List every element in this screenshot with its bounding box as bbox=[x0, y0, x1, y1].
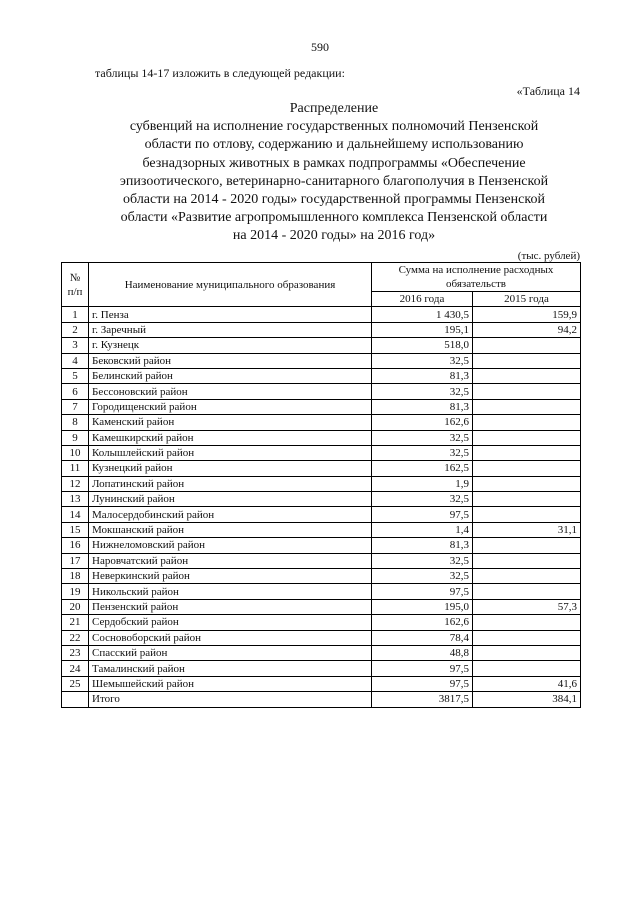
row-name: Городищенский район bbox=[89, 399, 372, 414]
table-reference: «Таблица 14 bbox=[516, 84, 580, 98]
row-value-2015 bbox=[473, 538, 581, 553]
row-number: 10 bbox=[62, 445, 89, 460]
row-value-2015 bbox=[473, 445, 581, 460]
table-row bbox=[62, 445, 581, 460]
title-line: эпизоотического, ветеринарно-санитарного благополучия в Пензенской bbox=[119, 173, 549, 189]
page-number: 590 bbox=[311, 40, 329, 54]
table-row bbox=[62, 307, 581, 322]
row-name: Спасский район bbox=[89, 645, 372, 660]
table-row bbox=[62, 599, 581, 614]
header-name: Наименование муниципального образования bbox=[89, 263, 372, 307]
row-value-2015 bbox=[473, 630, 581, 645]
row-name: Итого bbox=[89, 692, 372, 707]
row-number: 24 bbox=[62, 661, 89, 676]
row-number: 21 bbox=[62, 615, 89, 630]
row-name: Колышлейский район bbox=[89, 445, 372, 460]
row-value-2015 bbox=[473, 553, 581, 568]
row-number: 25 bbox=[62, 676, 89, 691]
row-value-2016: 32,5 bbox=[372, 553, 473, 568]
table-row bbox=[62, 645, 581, 660]
row-number: 9 bbox=[62, 430, 89, 445]
title-line: области «Развитие агропромышленного комплекса Пензенской области bbox=[120, 210, 548, 226]
title-line: области по отлову, содержанию и дальнейшему использованию bbox=[144, 137, 524, 153]
row-name: Лопатинский район bbox=[89, 476, 372, 491]
row-value-2016: 1,4 bbox=[372, 522, 473, 537]
table-row bbox=[62, 507, 581, 522]
header-num: № п/п bbox=[62, 263, 89, 307]
row-value-2015 bbox=[473, 476, 581, 491]
table-row bbox=[62, 661, 581, 676]
row-value-2016: 195,0 bbox=[372, 599, 473, 614]
table-row bbox=[62, 584, 581, 599]
row-name: Тамалинский район bbox=[89, 661, 372, 676]
table-row bbox=[62, 569, 581, 584]
row-value-2016: 3817,5 bbox=[372, 692, 473, 707]
row-value-2015: 94,2 bbox=[473, 322, 581, 337]
subsidy-table bbox=[61, 262, 581, 708]
header-year-2015: 2015 года bbox=[473, 292, 581, 307]
row-value-2016: 97,5 bbox=[372, 584, 473, 599]
table-row bbox=[62, 630, 581, 645]
row-number: 3 bbox=[62, 338, 89, 353]
intro-text: таблицы 14-17 изложить в следующей редакции: bbox=[95, 66, 345, 80]
row-value-2015 bbox=[473, 399, 581, 414]
row-number: 20 bbox=[62, 599, 89, 614]
table-row bbox=[62, 415, 581, 430]
row-value-2016: 1,9 bbox=[372, 476, 473, 491]
row-value-2015: 57,3 bbox=[473, 599, 581, 614]
row-value-2015 bbox=[473, 492, 581, 507]
row-number: 17 bbox=[62, 553, 89, 568]
row-value-2016: 162,5 bbox=[372, 461, 473, 476]
row-number: 23 bbox=[62, 645, 89, 660]
row-value-2016: 48,8 bbox=[372, 645, 473, 660]
row-value-2015 bbox=[473, 645, 581, 660]
row-value-2016: 81,3 bbox=[372, 538, 473, 553]
title-line: Распределение bbox=[289, 101, 379, 116]
row-number: 12 bbox=[62, 476, 89, 491]
row-value-2015 bbox=[473, 353, 581, 368]
row-value-2016: 97,5 bbox=[372, 676, 473, 691]
row-number: 14 bbox=[62, 507, 89, 522]
row-value-2016: 1 430,5 bbox=[372, 307, 473, 322]
table-row bbox=[62, 322, 581, 337]
row-name: Неверкинский район bbox=[89, 569, 372, 584]
row-value-2016: 32,5 bbox=[372, 445, 473, 460]
row-number: 16 bbox=[62, 538, 89, 553]
row-value-2016: 81,3 bbox=[372, 399, 473, 414]
row-value-2016: 32,5 bbox=[372, 569, 473, 584]
row-number: 7 bbox=[62, 399, 89, 414]
row-number: 18 bbox=[62, 569, 89, 584]
title-line: области на 2014 - 2020 годы» государственной программы Пензенской bbox=[123, 192, 545, 208]
row-value-2016: 162,6 bbox=[372, 415, 473, 430]
row-value-2016: 195,1 bbox=[372, 322, 473, 337]
row-name: Сердобский район bbox=[89, 615, 372, 630]
row-name: Пензенский район bbox=[89, 599, 372, 614]
table-row bbox=[62, 522, 581, 537]
row-value-2016: 97,5 bbox=[372, 507, 473, 522]
row-value-2015 bbox=[473, 384, 581, 399]
title-line: на 2014 - 2020 годы» на 2016 год» bbox=[232, 228, 436, 244]
row-value-2015: 159,9 bbox=[473, 307, 581, 322]
row-value-2015 bbox=[473, 430, 581, 445]
row-value-2015: 41,6 bbox=[473, 676, 581, 691]
table-row bbox=[62, 430, 581, 445]
row-name: Бековский район bbox=[89, 353, 372, 368]
row-value-2015 bbox=[473, 415, 581, 430]
table-row bbox=[62, 399, 581, 414]
row-value-2016: 518,0 bbox=[372, 338, 473, 353]
table-row bbox=[62, 615, 581, 630]
row-name: Кузнецкий район bbox=[89, 461, 372, 476]
row-number: 19 bbox=[62, 584, 89, 599]
row-number: 5 bbox=[62, 368, 89, 383]
row-name: Камешкирский район bbox=[89, 430, 372, 445]
table-row bbox=[62, 461, 581, 476]
row-value-2015 bbox=[473, 661, 581, 676]
row-value-2015: 31,1 bbox=[473, 522, 581, 537]
table-row bbox=[62, 476, 581, 491]
row-number: 11 bbox=[62, 461, 89, 476]
row-value-2016: 97,5 bbox=[372, 661, 473, 676]
row-name: Каменский район bbox=[89, 415, 372, 430]
row-value-2015 bbox=[473, 615, 581, 630]
row-name: Нижнеломовский район bbox=[89, 538, 372, 553]
table-row bbox=[62, 553, 581, 568]
row-name: Наровчатский район bbox=[89, 553, 372, 568]
header-sum: Сумма на исполнение расходных обязательств bbox=[372, 263, 581, 292]
row-number: 8 bbox=[62, 415, 89, 430]
table-row bbox=[62, 368, 581, 383]
row-name: Мокшанский район bbox=[89, 522, 372, 537]
row-name: г. Заречный bbox=[89, 322, 372, 337]
table-row bbox=[62, 538, 581, 553]
row-value-2016: 32,5 bbox=[372, 430, 473, 445]
row-name: Сосновоборский район bbox=[89, 630, 372, 645]
title-line: безнадзорных животных в рамках подпрограммы «Обеспечение bbox=[142, 155, 526, 171]
table-row bbox=[62, 353, 581, 368]
row-name: Шемышейский район bbox=[89, 676, 372, 691]
row-number: 22 bbox=[62, 630, 89, 645]
row-number: 13 bbox=[62, 492, 89, 507]
row-value-2015 bbox=[473, 338, 581, 353]
row-name: Бессоновский район bbox=[89, 384, 372, 399]
row-name: Малосердобинский район bbox=[89, 507, 372, 522]
row-value-2015 bbox=[473, 584, 581, 599]
row-value-2015: 384,1 bbox=[473, 692, 581, 707]
row-value-2015 bbox=[473, 461, 581, 476]
row-number bbox=[62, 692, 89, 707]
row-value-2016: 78,4 bbox=[372, 630, 473, 645]
row-value-2016: 162,6 bbox=[372, 615, 473, 630]
row-number: 1 bbox=[62, 307, 89, 322]
row-value-2016: 32,5 bbox=[372, 353, 473, 368]
row-value-2016: 32,5 bbox=[372, 492, 473, 507]
row-number: 15 bbox=[62, 522, 89, 537]
table-row bbox=[62, 384, 581, 399]
row-value-2015 bbox=[473, 368, 581, 383]
row-value-2015 bbox=[473, 507, 581, 522]
document-title bbox=[90, 100, 578, 246]
table-row bbox=[62, 492, 581, 507]
table-row bbox=[62, 692, 581, 707]
table-row bbox=[62, 338, 581, 353]
row-value-2015 bbox=[473, 569, 581, 584]
row-name: г. Пенза bbox=[89, 307, 372, 322]
row-name: Белинский район bbox=[89, 368, 372, 383]
row-number: 6 bbox=[62, 384, 89, 399]
row-number: 2 bbox=[62, 322, 89, 337]
units-label: (тыс. рублей) bbox=[517, 250, 580, 262]
row-name: Никольский район bbox=[89, 584, 372, 599]
title-line: субвенций на исполнение государственных полномочий Пензенской bbox=[129, 119, 539, 135]
table-body bbox=[62, 307, 581, 707]
table-row bbox=[62, 676, 581, 691]
row-number: 4 bbox=[62, 353, 89, 368]
row-value-2016: 81,3 bbox=[372, 368, 473, 383]
row-name: г. Кузнецк bbox=[89, 338, 372, 353]
row-name: Лунинский район bbox=[89, 492, 372, 507]
header-year-2016: 2016 года bbox=[372, 292, 473, 307]
row-value-2016: 32,5 bbox=[372, 384, 473, 399]
